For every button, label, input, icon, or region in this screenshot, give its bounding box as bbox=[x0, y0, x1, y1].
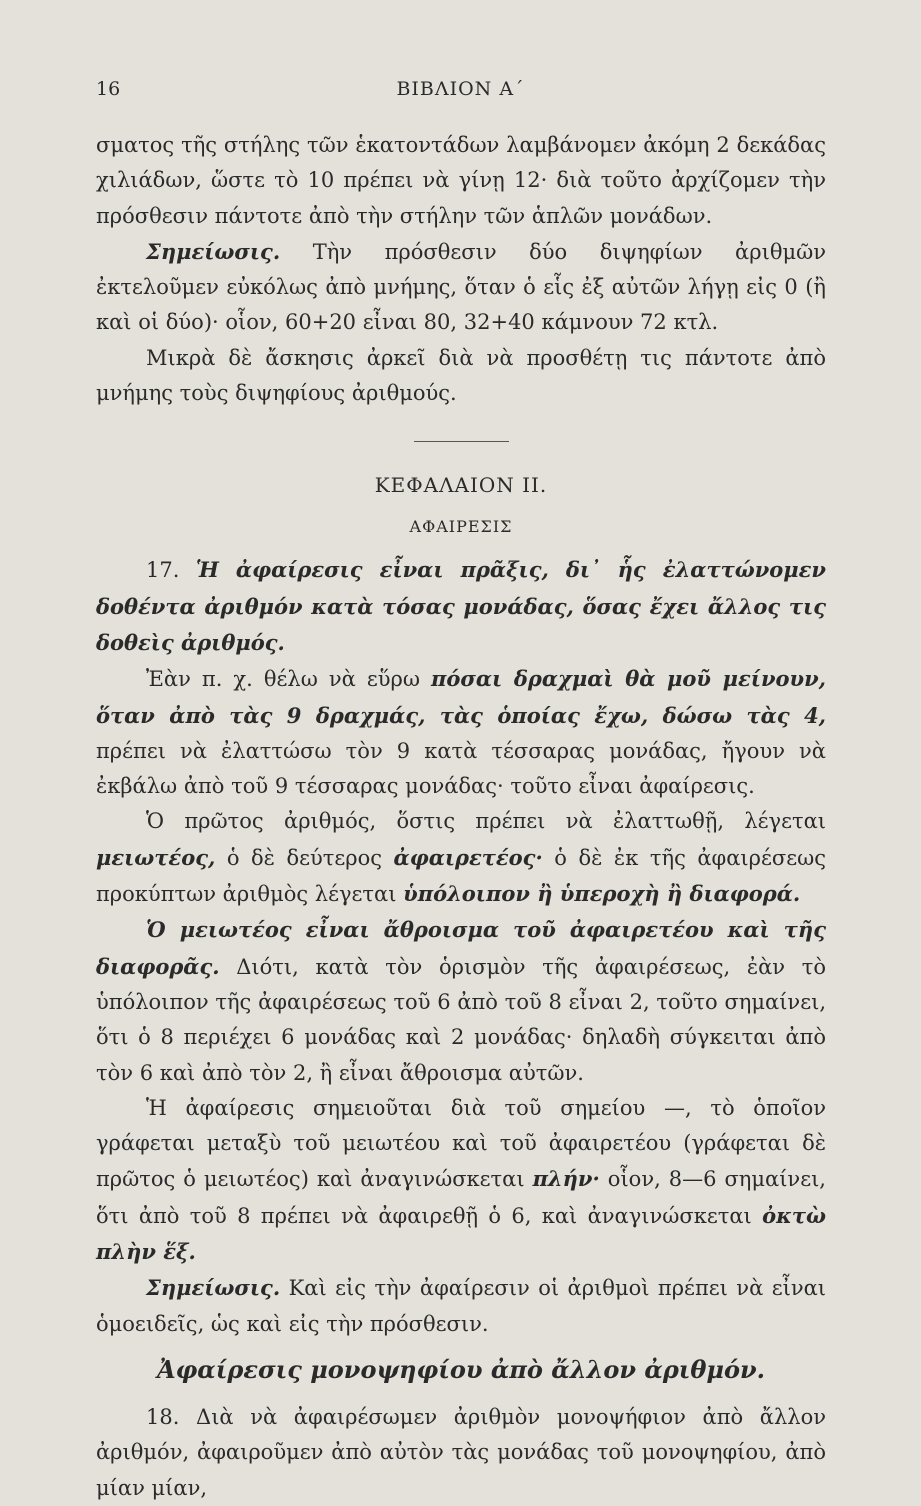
section-heading: Ἀφαίρεσις μονοψηφίου ἀπὸ ἄλλον ἀριθμόν. bbox=[156, 1354, 766, 1384]
example-text-1: Ἐὰν π. χ. θέλω νὰ εὕρω bbox=[146, 667, 432, 692]
sign-text-1: Ἡ ἀφαίρεσις σημειοῦται διὰ τοῦ σημείου —, τὸ ὁποῖον γράφεται μεταξὺ τοῦ μειωτέου καὶ τοῦ ἀφαιρετέου (γράφεται δὲ πρῶτος ὁ μειωτέος) καὶ ἀναγινώσκεται bbox=[96, 1095, 826, 1192]
note-text: Καὶ εἰς τὴν ἀφαίρεσιν οἱ ἀριθμοὶ πρέπει νὰ εἶναι ὁμοειδεῖς, ὡς καὶ εἰς τὴν πρόσθεσιν. bbox=[96, 1276, 826, 1336]
terms-text-2: ὁ δὲ δεύτερος bbox=[215, 845, 394, 870]
note-label: Σημείωσις. bbox=[146, 1275, 281, 1301]
definition-text: Ἡ ἀφαίρεσις εἶναι πρᾶξις, δι᾽ ἧς ἐλαττώνομεν δοθέντα ἀριθμόν κατὰ τόσας μονάδας, ὅσας ἔχει ἄλλος τις δοθεὶς ἀριθμός. bbox=[96, 557, 826, 655]
running-title: ΒΙΒΛΙΟΝ Α΄ bbox=[396, 78, 525, 100]
page-header bbox=[96, 78, 825, 108]
terms-text-3: ὁ δὲ ἐκ τῆς ἀφαιρέσεως προκύπτων ἀριθμὸς λέγεται bbox=[96, 845, 826, 907]
page-body bbox=[96, 128, 826, 1506]
paragraph-18: 18. Διὰ νὰ ἀφαιρέσωμεν ἀριθμὸν μονοψήφιον ἀπὸ ἄλλον ἀριθμόν, ἀφαιροῦμεν ἀπὸ αὐτὸν τὰς μονάδας τοῦ μονοψηφίου, ἀπὸ μίαν μίαν, bbox=[96, 1404, 826, 1500]
chapter-title: ΚΕΦΑΛΑΙΟΝ ΙΙ. bbox=[374, 473, 548, 498]
chapter-subtitle: ΑΦΑΙΡΕΣΙΣ bbox=[409, 517, 513, 537]
note-text: Τὴν πρόσθεσιν δύο διψηφίων ἀριθμῶν ἐκτελοῦμεν εὐκόλως ἀπὸ μνήμης, ὅταν ὁ εἷς ἐξ αὐτῶν λήγῃ εἰς 0 (ἢ καὶ οἱ δύο)· οἷον, 60+20 εἶναι 80, 32+40 κάμνουν 72 κτλ. bbox=[96, 239, 826, 335]
paragraph-note-subtraction bbox=[96, 1270, 826, 1342]
sign-text-2: οἷον, 8—6 σημαίνει, ὅτι ἀπὸ τοῦ 8 πρέπει νὰ ἀφαιρεθῇ ὁ 6, καὶ ἀναγινώσκεται bbox=[96, 1167, 826, 1228]
term-minuend: μειωτέος, bbox=[96, 844, 216, 870]
paragraph-example bbox=[96, 661, 826, 804]
word-plen: πλήν· bbox=[532, 1166, 600, 1192]
term-difference: ὑπόλοιπον ἢ ὑπεροχὴ ἢ διαφορά. bbox=[403, 881, 801, 907]
note-label: Σημείωσις. bbox=[146, 238, 281, 264]
paragraph-exercise: Μικρὰ δὲ ἄσκησις ἀρκεῖ διὰ νὰ προσθέτῃ τις πάντοτε ἀπὸ μνήμης τοὺς διψηφίους ἀριθμούς. bbox=[96, 345, 826, 406]
paragraph-note-addition bbox=[96, 234, 826, 341]
page-number: 16 bbox=[96, 78, 121, 100]
paragraph-terms bbox=[96, 804, 826, 912]
reading-example: ὀκτὼ πλὴν ἕξ. bbox=[96, 1202, 826, 1265]
minuend-statement: Ὁ μειωτέος εἶναι ἄθροισμα τοῦ ἀφαιρετέου καὶ τῆς διαφορᾶς. bbox=[96, 917, 826, 979]
minuend-explanation: Διότι, κατὰ τὸν ὁρισμὸν τῆς ἀφαιρέσεως, ἐὰν τὸ ὑπόλοιπον τῆς ἀφαιρέσεως τοῦ 6 ἀπὸ τοῦ 8 εἶναι 2, τοῦτο σημαίνει, ὅτι ὁ 8 περιέχει 6 μονάδας καὶ 2 μονάδας· δηλαδὴ σύγκειται ἀπὸ τὸν 6 καὶ ἀπὸ τὸν 2, ἢ εἶναι ἄθροισμα αὐτῶν. bbox=[96, 954, 826, 1085]
terms-text-1: Ὁ πρῶτος ἀριθμός, ὅστις πρέπει νὰ ἐλαττωθῇ, λέγεται bbox=[146, 809, 826, 834]
section-divider bbox=[414, 441, 509, 442]
example-text-2: πρέπει νὰ ἐλαττώσω τὸν 9 κατὰ τέσσαρας μονάδας, ἤγουν νὰ ἐκβάλω ἀπὸ τοῦ 9 τέσσαρας μονάδας· τοῦτο εἶναι ἀφαίρεσις. bbox=[96, 738, 826, 799]
paragraph-minuend-sum bbox=[96, 912, 826, 1090]
paragraph-17-definition bbox=[96, 552, 826, 661]
paragraph-minus-sign bbox=[96, 1091, 826, 1270]
paragraph-continued: σματος τῆς στήλης τῶν ἑκατοντάδων λαμβάνομεν ἀκόμη 2 δεκάδας χιλιάδων, ὥστε τὸ 10 πρέπει νὰ γίνῃ 12· διὰ τοῦτο ἀρχίζομεν τὴν πρόσθεσιν πάντοτε ἀπὸ τὴν στήλην τῶν ἁπλῶν μονάδων. bbox=[96, 133, 826, 228]
term-subtrahend: ἀφαιρετέος· bbox=[393, 844, 543, 870]
example-question: πόσαι δραχμαὶ θὰ μοῦ μείνουν, ὅταν ἀπὸ τὰς 9 δραχμάς, τὰς ὁποίας ἔχω, δώσω τὰς 4, bbox=[96, 666, 826, 728]
paragraph-number: 17. bbox=[146, 558, 196, 583]
